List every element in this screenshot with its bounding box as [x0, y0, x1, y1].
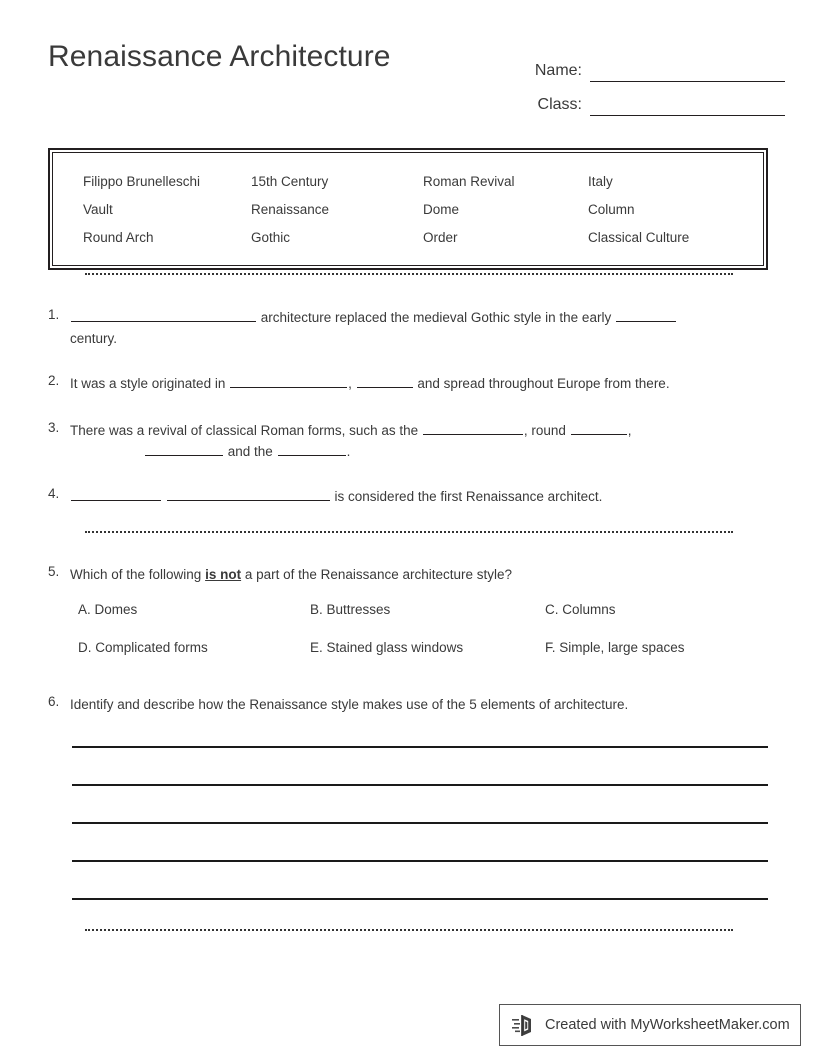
q3-blank-1[interactable] [423, 420, 523, 435]
q2-text-a: It was a style originated in [70, 376, 226, 391]
question-5-body [70, 564, 770, 585]
option-b[interactable]: B. Buttresses [310, 602, 391, 617]
footer-attribution-text: Created with MyWorksheetMaker.com [545, 1017, 790, 1033]
q2-text-c: and spread throughout Europe from there. [417, 376, 670, 391]
word-bank-item: Column [588, 201, 635, 217]
q3-text-c: , [627, 423, 632, 438]
word-bank-item: Italy [588, 173, 613, 189]
q3-blank-3[interactable] [145, 441, 223, 456]
page-title: Renaissance Architecture [48, 40, 391, 73]
question-3-number: 3. [48, 420, 60, 435]
answer-line[interactable] [72, 898, 768, 900]
word-bank-item: Vault [83, 201, 113, 217]
class-label: Class: [537, 96, 582, 113]
question-6-number: 6. [48, 694, 60, 709]
question-4-number: 4. [48, 486, 60, 501]
student-info-fields [505, 48, 785, 116]
q4-blank-1[interactable] [71, 486, 161, 501]
q2-blank-1[interactable] [230, 373, 347, 388]
q3-text-d: and the [227, 444, 273, 459]
word-bank-row [53, 223, 763, 251]
answer-line[interactable] [72, 822, 768, 824]
answer-line[interactable] [72, 784, 768, 786]
q2-text-b: , [348, 376, 352, 391]
word-bank-item: Order [423, 229, 458, 245]
word-bank-item: Dome [423, 201, 460, 217]
q5-text-b: a part of the Renaissance architecture style? [244, 567, 513, 582]
q3-blank-2[interactable] [571, 420, 627, 435]
option-a[interactable]: A. Domes [78, 602, 138, 617]
q3-text-e: . [346, 444, 351, 459]
word-bank-item: Gothic [251, 229, 291, 245]
q2-blank-2[interactable] [357, 373, 413, 388]
option-e[interactable]: E. Stained glass windows [310, 640, 464, 655]
q1-blank-2[interactable] [616, 307, 676, 322]
worksheet-maker-logo-icon [512, 1013, 538, 1037]
question-3-body [70, 420, 770, 462]
q3-blank-4[interactable] [278, 441, 346, 456]
option-c[interactable]: C. Columns [545, 602, 616, 617]
section-divider [85, 273, 733, 275]
q1-text-b: century. [70, 331, 118, 346]
word-bank-row [53, 195, 763, 223]
question-2-body [70, 373, 770, 394]
word-bank-item: 15th Century [251, 173, 329, 189]
question-4-body [70, 486, 770, 507]
class-field-row [505, 82, 785, 116]
q4-blank-2[interactable] [167, 486, 330, 501]
q3-text-b: , round [523, 423, 566, 438]
answer-line[interactable] [72, 860, 768, 862]
name-input[interactable] [590, 80, 785, 82]
question-2-number: 2. [48, 373, 60, 388]
question-1-body [70, 307, 770, 349]
word-bank-item: Classical Culture [588, 229, 690, 245]
word-bank-item: Filippo Brunelleschi [83, 173, 201, 189]
word-bank-row [53, 167, 763, 195]
class-input[interactable] [590, 114, 785, 116]
word-bank-inner-border [52, 152, 764, 266]
answer-line[interactable] [72, 746, 768, 748]
footer-attribution-badge[interactable] [499, 1004, 801, 1046]
name-label: Name: [534, 62, 582, 79]
question-6-body [70, 694, 770, 715]
word-bank-item: Roman Revival [423, 173, 515, 189]
page-header [0, 40, 816, 130]
q3-text-a: There was a revival of classical Roman forms, such as the [70, 423, 419, 438]
q5-emphasis: is not [205, 567, 242, 582]
question-1-number: 1. [48, 307, 60, 322]
word-bank-item: Renaissance [251, 201, 330, 217]
name-field-row [505, 48, 785, 82]
option-f[interactable]: F. Simple, large spaces [545, 640, 685, 655]
word-bank-item: Round Arch [83, 229, 154, 245]
q4-text-a: is considered the first Renaissance architect. [334, 489, 603, 504]
option-d[interactable]: D. Complicated forms [78, 640, 208, 655]
section-divider [85, 531, 733, 533]
question-5-number: 5. [48, 564, 60, 579]
section-divider [85, 929, 733, 931]
q5-text-a: Which of the following [70, 567, 202, 582]
q1-text-a: architecture replaced the medieval Gothic style in the early [260, 310, 612, 325]
q1-blank-1[interactable] [71, 307, 256, 322]
q6-text-a: Identify and describe how the Renaissance style makes use of the 5 elements of architecture. [70, 697, 629, 712]
word-bank [48, 148, 768, 270]
